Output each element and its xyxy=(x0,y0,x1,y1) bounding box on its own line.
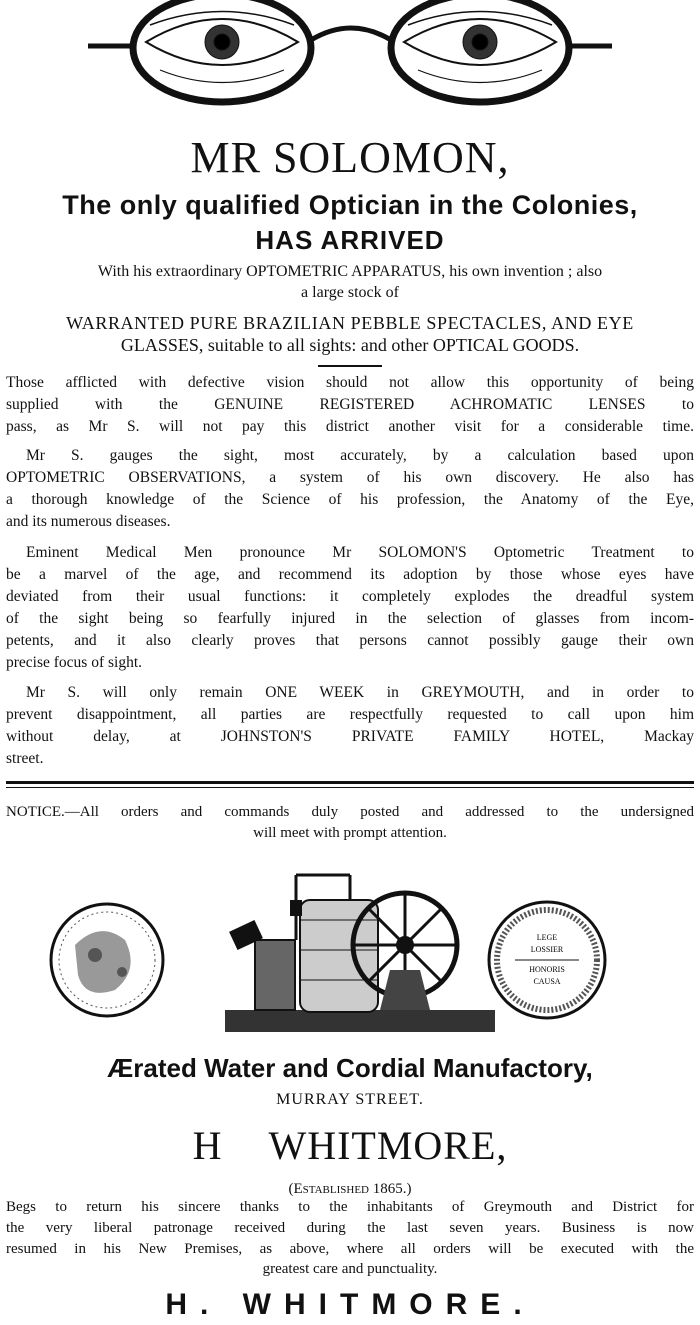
short-rule-1 xyxy=(318,365,382,367)
para2-line-1: Mr S. gauges the sight, most accurately, by a calculation based upon xyxy=(26,447,694,464)
thanks-line-1: Begs to return his sincere thanks to the inhabitants of Greymouth and District for xyxy=(6,1199,694,1215)
proprietor-surname: WHITMORE, xyxy=(268,1123,508,1168)
right-lens xyxy=(391,0,569,102)
thanks-line-2: the very liberal patronage received during the last seven years. Business is now xyxy=(6,1220,694,1236)
para2-line-3: a thorough knowledge of the Science of his profession, the Anatomy of the Eye, xyxy=(6,491,694,508)
para4-line-3: without delay, at JOHNSTON'S PRIVATE FAMILY HOTEL, Mackay xyxy=(6,728,694,745)
street: MURRAY STREET. xyxy=(276,1091,424,1108)
subhead: The only qualified Optician in the Colonies, xyxy=(62,190,638,220)
medal-word-2: LOSSIER xyxy=(530,945,564,954)
has-arrived: HAS ARRIVED xyxy=(255,225,445,255)
established: (Established 1865.) xyxy=(288,1181,412,1197)
para3-line-6: precise focus of sight. xyxy=(6,654,143,671)
signature: H. WHITMORE. xyxy=(165,1288,535,1321)
para1-line-3: pass, as Mr S. will not pay this district another visit for a considerable time. xyxy=(6,418,694,435)
para4-line-4: street. xyxy=(6,750,44,767)
thanks-line-4: greatest care and punctuality. xyxy=(262,1261,438,1277)
para3-line-1: Eminent Medical Men pronounce Mr SOLOMON'S Optometric Treatment to xyxy=(26,544,694,561)
intro-line-1: With his extraordinary OPTOMETRIC APPARATUS, his own invention ; also xyxy=(97,263,603,280)
intro-line-2: a large stock of xyxy=(301,284,399,301)
right-medal xyxy=(489,902,605,1018)
notice-line-1: NOTICE.—All orders and commands duly posted and addressed to the undersigned xyxy=(6,804,694,820)
para3-line-5: petents, and it also clearly proves that persons cannot possibly gauge their own xyxy=(6,632,694,649)
thanks-line-3: resumed in his New Premises, as above, where all orders will be executed with the xyxy=(6,1241,694,1257)
bridge xyxy=(311,28,391,40)
para4-line-2: prevent disappointment, all parties are respectfully requested to call upon him xyxy=(6,706,694,723)
para3-line-4: of the sight being so fearfully injured in the selection of glasses from incom- xyxy=(6,610,694,627)
left-medal xyxy=(51,904,163,1016)
factory-title: Ærated Water and Cordial Manufactory, xyxy=(107,1053,593,1083)
para1-line-1: Those afflicted with defective vision should not allow this opportunity of being xyxy=(6,374,694,391)
para1-line-2: supplied with the GENUINE REGISTERED ACHROMATIC LENSES to xyxy=(6,396,694,413)
para3-line-3: deviated from their usual functions: it completely explodes the dreadful system xyxy=(6,588,694,605)
medal-word-1: LEGE xyxy=(536,933,558,942)
spectacles-illustration xyxy=(0,0,700,135)
double-rule xyxy=(6,781,694,788)
medal-word-4: CAUSA xyxy=(533,977,561,986)
pebble-line-1: WARRANTED PURE BRAZILIAN PEBBLE SPECTACLES, AND EYE xyxy=(66,313,634,333)
left-lens xyxy=(133,0,311,102)
medal-word-3: HONORIS xyxy=(529,965,565,974)
para2-line-4: and its numerous diseases. xyxy=(6,513,171,530)
para2-line-2: OPTOMETRIC OBSERVATIONS, a system of his own discovery. He also has xyxy=(6,469,694,486)
machine xyxy=(225,875,495,1032)
para3-line-2: be a marvel of the age, and recommend its adoption by those whose eyes have xyxy=(6,566,694,583)
para4-line-1: Mr S. will only remain ONE WEEK in GREYMOUTH, and in order to xyxy=(26,684,694,701)
proprietor-name xyxy=(0,1122,700,1170)
pebble-line-2: GLASSES, suitable to all sights: and other OPTICAL GOODS. xyxy=(120,335,580,355)
proprietor-initial: H xyxy=(192,1123,223,1168)
headline: MR SOLOMON, xyxy=(190,133,510,182)
notice-line-2: will meet with prompt attention. xyxy=(253,825,447,841)
factory-illustration xyxy=(0,860,700,1060)
